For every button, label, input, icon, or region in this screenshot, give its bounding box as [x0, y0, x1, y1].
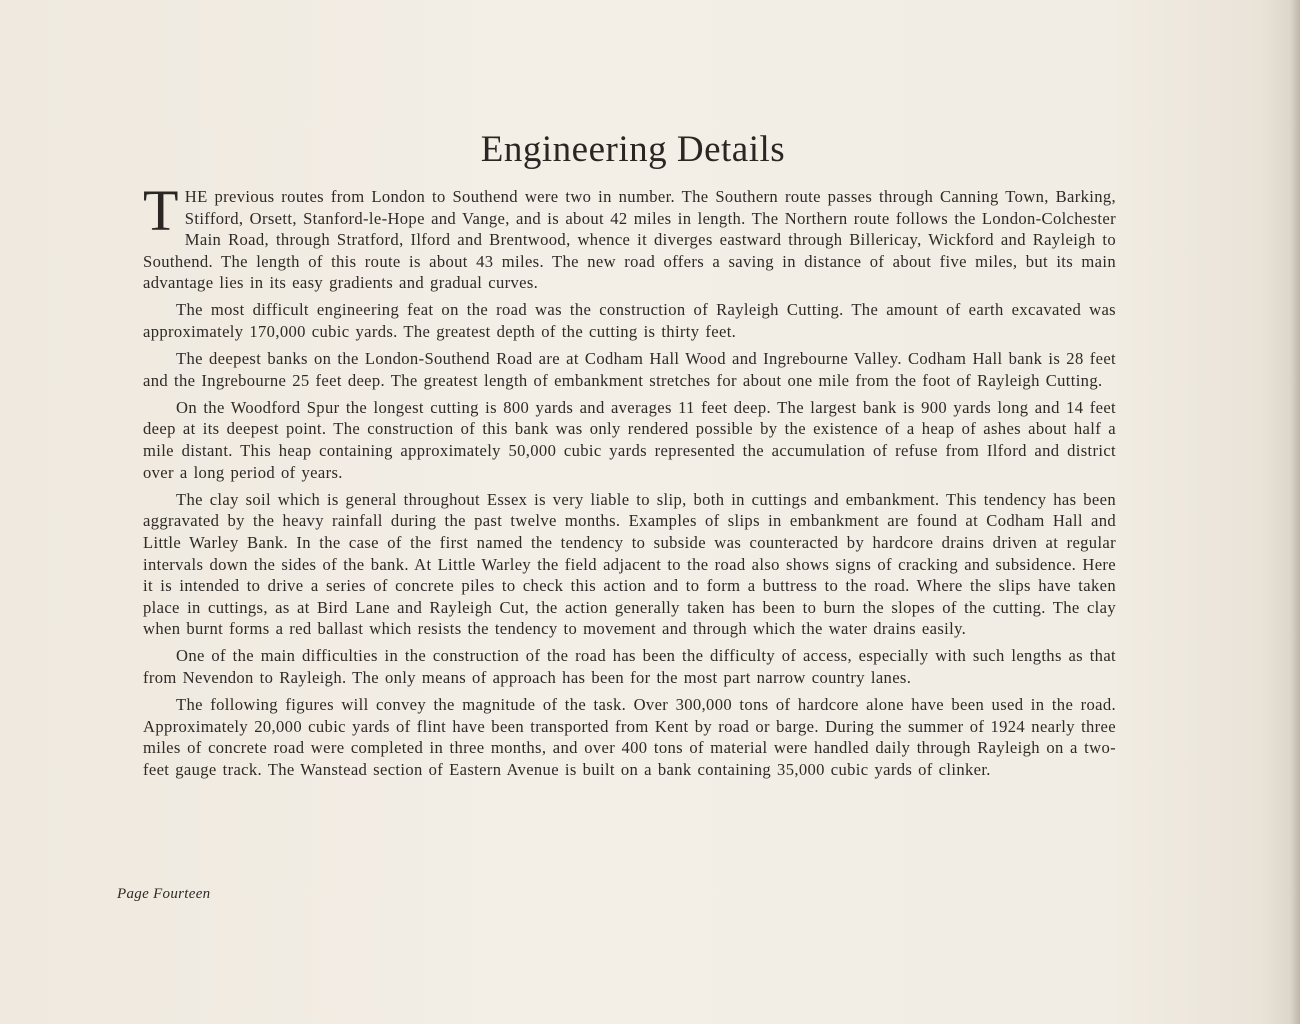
paragraph-7: The following figures will convey the magnitude of the task. Over 300,000 tons of hardcore alone have been used in the road. Approximately 20,000 cubic yards of flint have been transported from Kent by road or barge. During the summer of 1924 nearly three miles of concrete road were completed in three months, and over 400 tons of material were handled daily through Rayleigh on a two-feet gauge track. The Wanstead section of Eastern Avenue is built on a bank containing 35,000 cubic yards of clinker. — [143, 695, 1116, 779]
paragraph-1 — [143, 178, 1116, 294]
page-title: Engineering Details — [480, 129, 786, 170]
drop-cap-letter: T — [143, 178, 179, 243]
paragraph-1-text: HE previous routes from London to Southend were two in number. The Southern route passes through Canning Town, Barking, Stifford, Orsett, Stanford-le-Hope and Vange, and is about 42 miles in length. The Northern route follows the London-Colchester Main Road, through Stratford, Ilford and Brentwood, whence it diverges eastward through Billericay, Wickford and Rayleigh to Southend. The length of this route is about 43 miles. The new road offers a saving in distance of about five miles, but its main advantage lies in its easy gradients and gradual curves. — [143, 187, 1116, 293]
paragraph-6: One of the main difficulties in the construction of the road has been the difficulty of access, especially with such lengths as that from Nevendon to Rayleigh. The only means of approach has been for the most part narrow country lanes. — [143, 646, 1116, 687]
paragraph-4: On the Woodford Spur the longest cutting is 800 yards and averages 11 feet deep. The largest bank is 900 yards long and 14 feet deep at its deepest point. The construction of this bank was only rendered possible by the existence of a heap of ashes about half a mile distant. This heap containing approximately 50,000 cubic yards represented the accumulation of refuse from Ilford and district over a long period of years. — [143, 397, 1116, 482]
article-body — [143, 178, 1116, 786]
page-edge-shadow — [1290, 0, 1300, 1024]
paragraph-5: The clay soil which is general throughout Essex is very liable to slip, both in cuttings and embankment. This tendency has been aggravated by the heavy rainfall during the past twelve months. Examples of slips in embankment are found at Codham Hall and Little Warley Bank. In the case of the first named the tendency to subside was counteracted by hardcore drains driven at regular intervals down the sides of the bank. At Little Warley the field adjacent to the road also shows signs of cracking and subsidence. Here it is intended to drive a series of concrete piles to check this action and to form a buttress to the road. Where the slips have taken place in cuttings, as at Bird Lane and Rayleigh Cut, the action generally taken has been to burn the slopes of the cutting. The clay when burnt forms a red ballast which resists the tendency to movement and through which the water drains easily. — [143, 489, 1116, 639]
page-number-label: Page Fourteen — [117, 886, 211, 902]
paragraph-3: The deepest banks on the London-Southend Road are at Codham Hall Wood and Ingrebourne Valley. Codham Hall bank is 28 feet and the Ingrebourne 25 feet deep. The greatest length of embankment stretches for about one mile from the foot of Rayleigh Cutting. — [143, 349, 1116, 390]
paragraph-2: The most difficult engineering feat on the road was the construction of Rayleigh Cutting. The amount of earth excavated was approximately 170,000 cubic yards. The greatest depth of the cutting is thirty feet. — [143, 300, 1116, 342]
